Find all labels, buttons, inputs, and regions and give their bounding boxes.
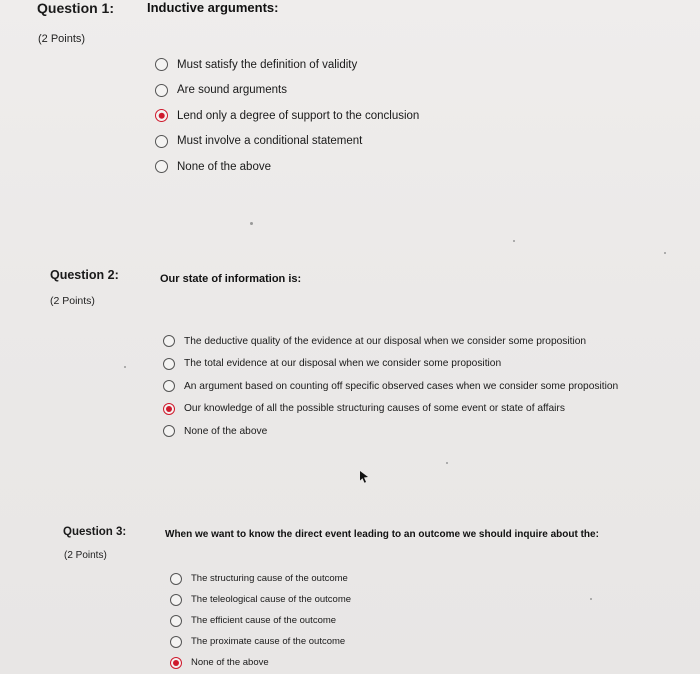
q1-option-4[interactable] — [155, 129, 419, 155]
q1-option-2[interactable] — [155, 78, 419, 104]
radio-button[interactable] — [163, 335, 175, 347]
option-label: The teleological cause of the outcome — [191, 594, 352, 605]
question-2-options — [163, 330, 618, 443]
option-label: The efficient cause of the outcome — [191, 615, 337, 626]
q2-option-1[interactable] — [163, 330, 618, 353]
option-label: None of the above — [191, 657, 269, 668]
radio-button[interactable] — [170, 573, 182, 585]
question-1-text: Inductive arguments: — [147, 0, 279, 15]
radio-button[interactable] — [155, 58, 168, 71]
q3-option-1[interactable] — [170, 568, 351, 589]
option-label: Our knowledge of all the possible structuring causes of some event or state of affairs — [184, 403, 565, 415]
radio-button[interactable] — [163, 358, 175, 370]
screen-speck — [664, 252, 666, 254]
question-3-label: Question 3: — [63, 526, 127, 538]
question-3-text: When we want to know the direct event leading to an outcome we should inquire about the: — [165, 529, 599, 540]
q1-option-3[interactable] — [155, 103, 419, 129]
radio-button[interactable] — [170, 636, 182, 648]
option-label: The total evidence at our disposal when we consider some proposition — [184, 358, 502, 370]
question-2-points: (2 Points) — [50, 295, 95, 307]
q1-option-5[interactable] — [155, 154, 419, 180]
radio-button[interactable] — [155, 109, 168, 122]
option-label: The structuring cause of the outcome — [191, 573, 348, 584]
q2-option-5[interactable] — [163, 420, 618, 443]
question-2-text: Our state of information is: — [160, 273, 302, 285]
q3-option-2[interactable] — [170, 589, 351, 610]
radio-button[interactable] — [170, 657, 182, 669]
q1-option-1[interactable] — [155, 52, 419, 78]
question-3-points: (2 Points) — [64, 550, 107, 561]
screen-speck — [446, 462, 448, 464]
option-label: Must satisfy the definition of validity — [177, 58, 358, 71]
radio-button[interactable] — [155, 160, 168, 173]
screen-speck — [124, 366, 126, 368]
option-label: Are sound arguments — [177, 84, 287, 97]
option-label: Must involve a conditional statement — [177, 135, 363, 148]
screen-speck — [250, 222, 253, 225]
option-label: Lend only a degree of support to the conclusion — [177, 109, 420, 122]
question-1-points: (2 Points) — [38, 33, 86, 45]
q3-option-5[interactable] — [170, 652, 351, 673]
option-label: The deductive quality of the evidence at our disposal when we consider some proposition — [184, 335, 587, 347]
question-1-label: Question 1: — [37, 0, 115, 16]
radio-button[interactable] — [155, 84, 168, 97]
option-label: None of the above — [184, 425, 268, 437]
screen-speck — [513, 240, 515, 242]
question-3-options — [170, 568, 351, 673]
radio-button[interactable] — [170, 594, 182, 606]
option-label: The proximate cause of the outcome — [191, 636, 346, 647]
radio-button[interactable] — [163, 425, 175, 437]
screen-speck — [590, 598, 592, 600]
option-label: None of the above — [177, 160, 271, 173]
radio-button[interactable] — [163, 403, 175, 415]
option-label: An argument based on counting off specific observed cases when we consider some proposition — [184, 380, 619, 392]
q2-option-4[interactable] — [163, 398, 618, 421]
q3-option-3[interactable] — [170, 610, 351, 631]
radio-button[interactable] — [163, 380, 175, 392]
q2-option-2[interactable] — [163, 353, 618, 376]
question-1-options — [155, 52, 419, 180]
radio-button[interactable] — [170, 615, 182, 627]
q3-option-4[interactable] — [170, 631, 351, 652]
question-2-label: Question 2: — [50, 268, 119, 282]
mouse-pointer-icon — [358, 470, 370, 484]
q2-option-3[interactable] — [163, 375, 618, 398]
radio-button[interactable] — [155, 135, 168, 148]
